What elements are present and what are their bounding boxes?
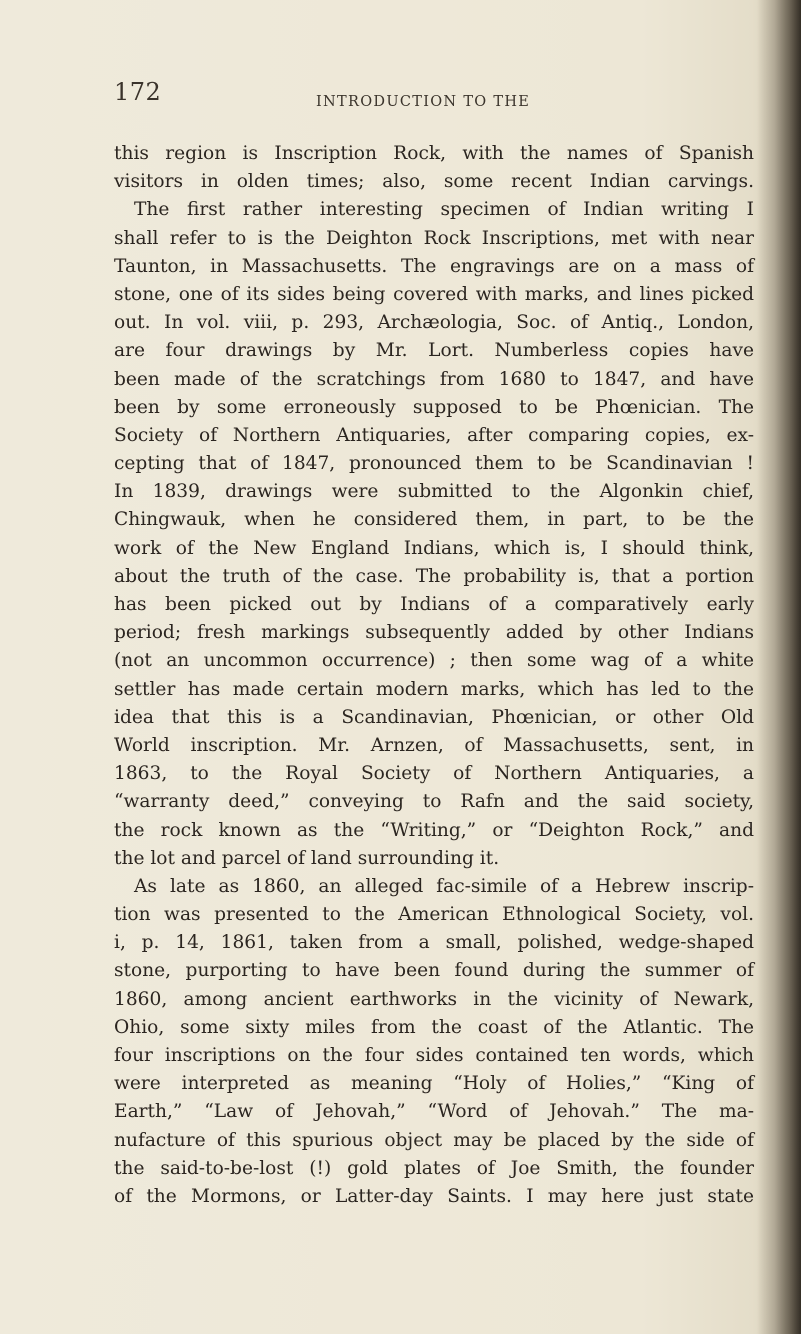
text-line: been made of the scratchings from 1680 to 1847, and have [114, 368, 754, 390]
text-line: “warranty deed,” conveying to Rafn and the said society, [114, 791, 754, 813]
text-line: In 1839, drawings were submitted to the Algonkin chief, [114, 481, 754, 503]
text-line: work of the New England Indians, which is, I should think, [114, 537, 754, 559]
text-line: stone, purporting to have been found during the summer of [114, 960, 754, 982]
text-line: are four drawings by Mr. Lort. Numberless copies have [114, 340, 754, 362]
text-line: Taunton, in Massachusetts. The engravings are on a mass of [114, 255, 754, 277]
text-line: nufacture of this spurious object may be placed by the side of [114, 1129, 754, 1151]
text-line: Earth,” “Law of Jehovah,” “Word of Jehovah.” The ma- [114, 1101, 754, 1123]
text-line: stone, one of its sides being covered with marks, and lines picked [114, 283, 754, 305]
text-line: The first rather interesting specimen of Indian writing I [134, 199, 754, 221]
text-line: out. In vol. viii, p. 293, Archæologia, Soc. of Antiq., London, [114, 312, 754, 334]
text-line: Chingwauk, when he considered them, in part, to be the [114, 509, 754, 531]
page-number: 172 [114, 78, 162, 106]
text-line: cepting that of 1847, pronounced them to be Scandinavian ! [114, 453, 754, 475]
text-line: shall refer to is the Deighton Rock Inscriptions, met with near [114, 227, 754, 249]
text-line: tion was presented to the American Ethnological Society, vol. [114, 904, 754, 926]
text-line: were interpreted as meaning “Holy of Holies,” “King of [114, 1073, 754, 1095]
text-line: the lot and parcel of land surrounding it. [114, 847, 500, 869]
text-line: the rock known as the “Writing,” or “Deighton Rock,” and [114, 819, 754, 841]
text-line: World inscription. Mr. Arnzen, of Massachusetts, sent, in [114, 734, 754, 756]
text-line: i, p. 14, 1861, taken from a small, polished, wedge-shaped [114, 932, 754, 954]
text-line: been by some erroneously supposed to be Phœnician. The [114, 396, 754, 418]
text-line: 1863, to the Royal Society of Northern Antiquaries, a [114, 763, 754, 785]
text-line: 1860, among ancient earthworks in the vicinity of Newark, [114, 988, 754, 1010]
text-line: four inscriptions on the four sides contained ten words, which [114, 1045, 754, 1066]
text-line: visitors in olden times; also, some recent Indian carvings. [114, 171, 754, 193]
text-line: (not an uncommon occurrence) ; then some wag of a white [114, 650, 754, 672]
text-line: Ohio, some sixty miles from the coast of the Atlantic. The [114, 1016, 754, 1038]
text-line: idea that this is a Scandinavian, Phœnician, or other Old [114, 706, 754, 728]
text-line: settler has made certain modern marks, which has led to the [114, 678, 754, 700]
text-line: the said-to-be-lost (!) gold plates of Joe Smith, the founder [114, 1157, 754, 1179]
running-head: INTRODUCTION TO THE [316, 94, 531, 110]
text-line: this region is Inscription Rock, with the names of Spanish [114, 143, 754, 164]
text-line: As late as 1860, an alleged fac-simile of a Hebrew inscrip- [134, 875, 754, 897]
text-line: of the Mormons, or Latter-day Saints. I may here just state [114, 1185, 754, 1207]
text-line: Society of Northern Antiquaries, after comparing copies, ex- [114, 424, 754, 446]
text-line: period; fresh markings subsequently added by other Indians [114, 622, 754, 644]
body-text [114, 140, 754, 1211]
binding-shadow [757, 0, 801, 1334]
text-line: has been picked out by Indians of a comparatively early [114, 594, 754, 615]
text-line: about the truth of the case. The probability is, that a portion [114, 565, 754, 587]
